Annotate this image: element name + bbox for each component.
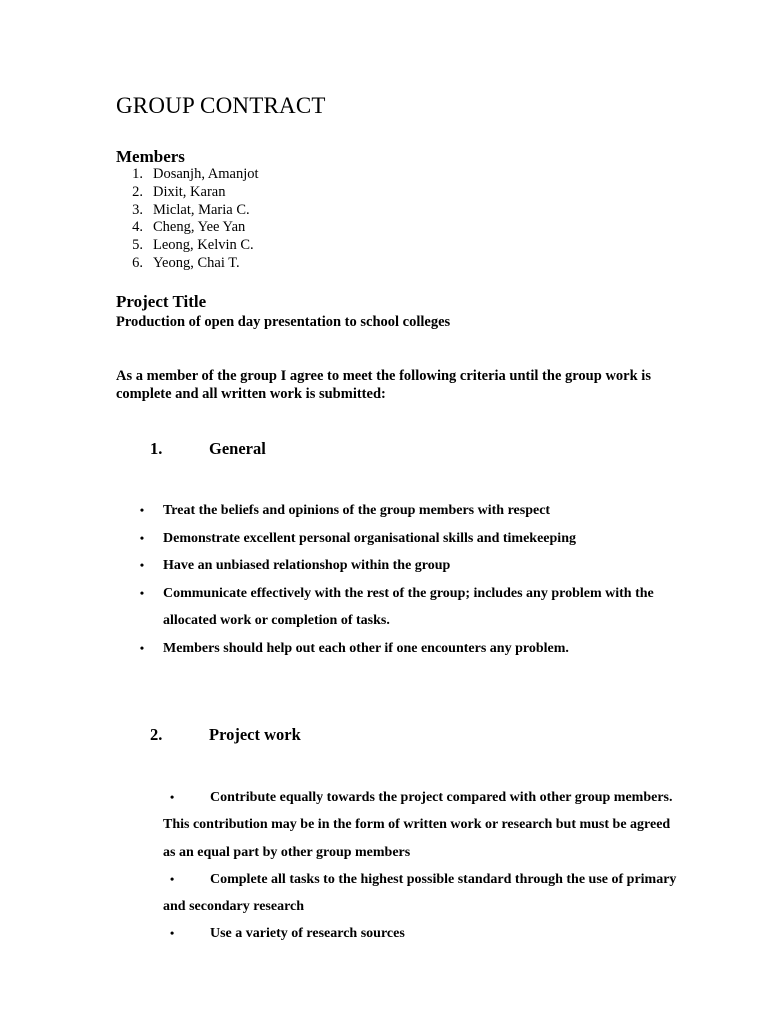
list-item-text: Complete all tasks to the highest possible standard through the use of primary and secondary research	[163, 871, 677, 915]
list-item	[136, 497, 676, 525]
list-item-text: Have an unbiased relationshop within the group	[163, 558, 451, 573]
member-item	[116, 202, 259, 220]
bullet-icon: •	[139, 585, 145, 600]
member-item	[116, 255, 259, 273]
section-number: 2.	[150, 725, 163, 744]
bullet-icon: •	[170, 790, 175, 804]
member-item	[116, 237, 259, 255]
project-title-value: Production of open day presentation to school colleges	[116, 314, 451, 330]
document-title: GROUP CONTRACT	[116, 93, 326, 118]
member-name: Yeong, Chai T.	[153, 254, 240, 271]
intro-paragraph: As a member of the group I agree to meet the following criteria until the group work is complete and all written work is submitted:	[116, 368, 651, 402]
members-heading: Members	[116, 147, 185, 166]
project-work-bullet-list	[163, 784, 683, 948]
member-number: 5.	[132, 237, 143, 254]
member-number: 6.	[132, 254, 143, 271]
bullet-icon: •	[139, 640, 145, 655]
bullet-icon: •	[139, 503, 145, 517]
bullet-icon: •	[170, 926, 175, 941]
member-name: Leong, Kelvin C.	[153, 237, 254, 254]
bullet-icon: •	[139, 530, 145, 545]
list-item	[136, 580, 676, 635]
section-number: 1.	[150, 439, 163, 458]
general-bullet-list	[136, 497, 676, 662]
section-title: General	[209, 439, 266, 458]
list-item	[163, 920, 683, 947]
bullet-icon: •	[170, 871, 175, 886]
member-name: Dosanjh, Amanjot	[153, 166, 259, 182]
list-item-text: Communicate effectively with the rest of the group; includes any problem with the allocated work or completion of tasks.	[163, 585, 654, 628]
member-name: Cheng, Yee Yan	[153, 219, 246, 236]
list-item-text: Contribute equally towards the project compared with other group members. This contribution may be in the form of written work or research but must be agreed as an equal part by other group members	[163, 790, 673, 860]
member-item	[116, 166, 259, 184]
list-item	[163, 866, 683, 921]
list-item-text: Members should help out each other if one encounters any problem.	[163, 640, 569, 656]
list-item	[163, 784, 683, 866]
member-name: Dixit, Karan	[153, 183, 226, 200]
member-item	[116, 184, 259, 202]
list-item	[136, 552, 676, 580]
project-title-heading: Project Title	[116, 292, 207, 311]
section-general-heading	[150, 438, 266, 460]
list-item-text: Demonstrate excellent personal organisational skills and timekeeping	[163, 530, 576, 546]
section-project-work-heading	[150, 724, 301, 746]
member-number: 4.	[132, 219, 143, 236]
member-number: 2.	[132, 183, 143, 200]
list-item	[136, 635, 676, 663]
member-item	[116, 219, 259, 237]
member-name: Miclat, Maria C.	[153, 201, 250, 218]
list-item-text: Treat the beliefs and opinions of the group members with respect	[163, 503, 551, 518]
member-number: 3.	[132, 201, 143, 218]
bullet-icon: •	[139, 558, 145, 572]
list-item	[136, 525, 676, 553]
section-title: Project work	[209, 725, 301, 744]
members-list	[116, 166, 259, 273]
list-item-text: Use a variety of research sources	[210, 926, 405, 942]
member-number: 1.	[132, 166, 143, 182]
